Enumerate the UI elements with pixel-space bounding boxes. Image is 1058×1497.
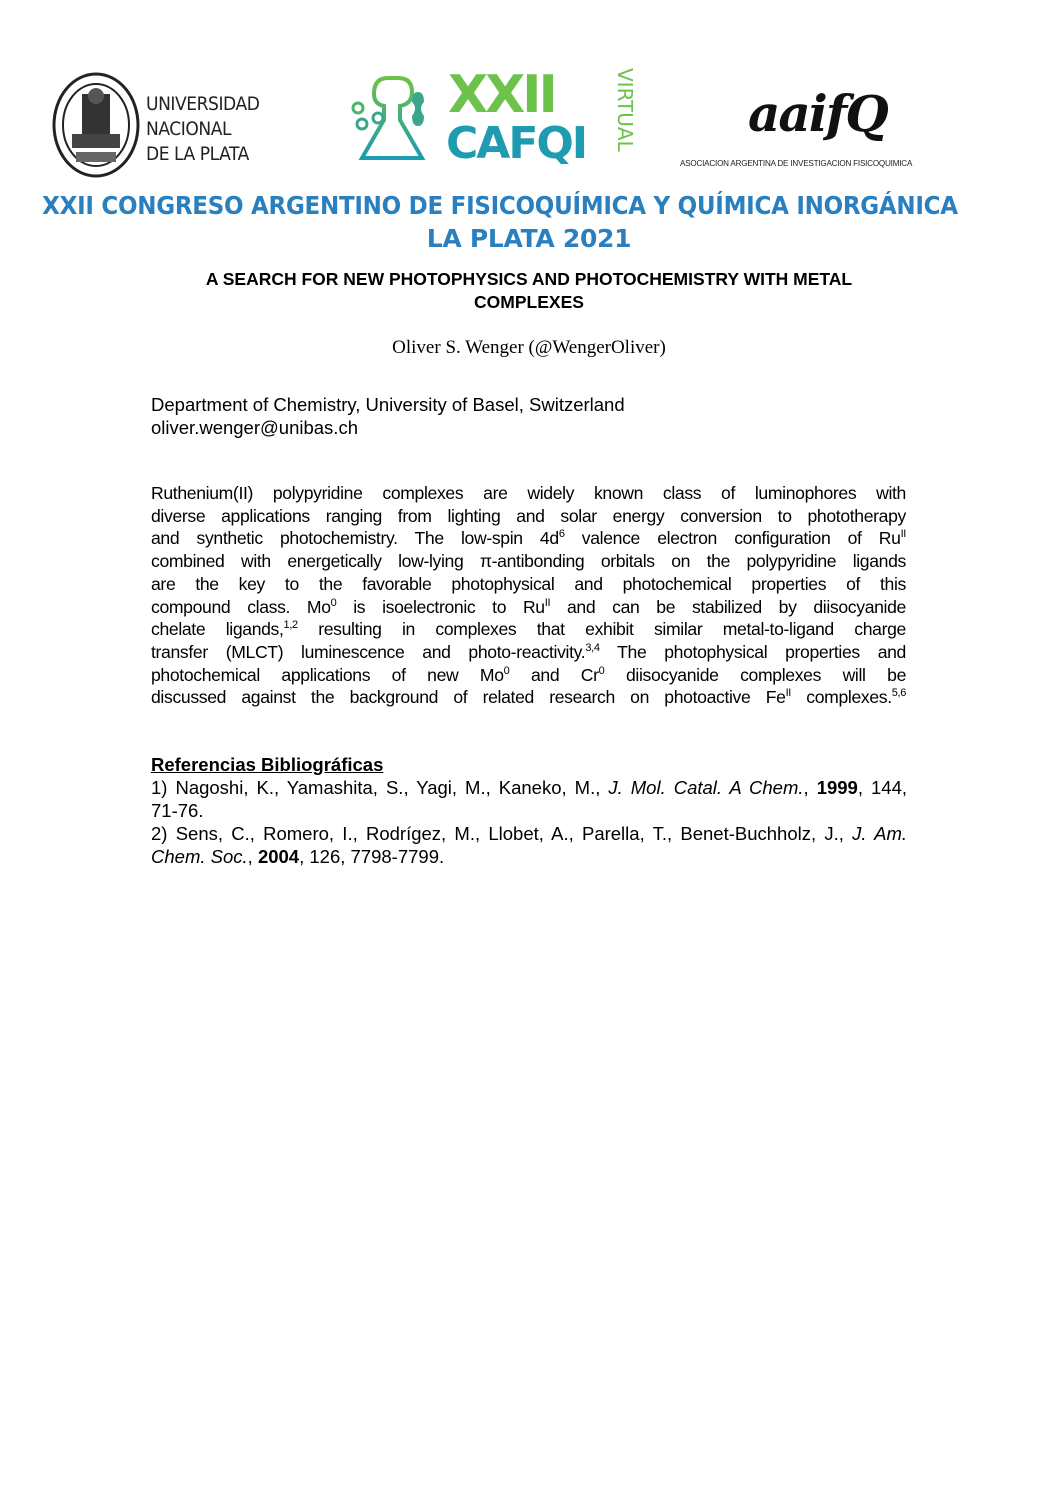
reference-1 [151, 776, 907, 799]
superscript: II [785, 687, 791, 700]
reference-1-cont: 71-76. [151, 800, 204, 821]
ref-authors: 2) Sens, C., Romero, I., Rodrígez, M., Llobet, A., Parella, T., Benet-Buchholz, J., [151, 823, 853, 844]
abstract-line [151, 505, 906, 528]
reference-2 [151, 822, 907, 845]
text-run: and synthetic photochemistry. The low-spin 4d [151, 528, 559, 549]
unlp-seal-icon [52, 72, 142, 178]
congress-title: XXII CONGRESO ARGENTINO DE FISICOQUÍMICA Y QUÍMICA INORGÁNICA [42, 191, 958, 220]
ref-year: 1999 [816, 777, 858, 798]
abstract-line [151, 664, 906, 687]
abstract-line [151, 618, 906, 641]
ref-volume: , 144, [857, 777, 907, 798]
superscript: II [900, 528, 906, 541]
superscript: 3,4 [585, 641, 600, 654]
text-run: The photophysical properties and [599, 641, 906, 662]
superscript: 0 [503, 664, 510, 677]
abstract-line [151, 641, 906, 664]
ref-journal: J. Am. [852, 823, 907, 844]
references-heading: Referencias Bibliográficas [151, 754, 384, 775]
text-run: chelate ligands, [151, 619, 284, 640]
aaifq-logo [678, 84, 940, 174]
text-run: resulting in complexes that exhibit similar metal-to-ligand charge [297, 619, 906, 640]
reference-2-cont [151, 845, 907, 868]
text-run: diisocyanide complexes will be [604, 664, 906, 685]
cafqi-logo [348, 64, 638, 164]
congress-subtitle: LA PLATA 2021 [426, 224, 632, 253]
ref-journal: J. Mol. Catal. A Chem. [608, 777, 804, 798]
ref-sep: , [803, 777, 817, 798]
ref-journal: Chem. Soc. [151, 846, 248, 867]
ref-year: 2004 [257, 846, 300, 867]
text-run: transfer (MLCT) luminescence and photo-reactivity. [151, 641, 586, 662]
text-run: Ruthenium(II) polypyridine complexes are widely known class of luminophores with [151, 483, 906, 503]
abstract-line [151, 573, 906, 596]
paper-title [0, 268, 1058, 314]
superscript: 1,2 [283, 619, 298, 632]
email: oliver.wenger@unibas.ch [151, 417, 358, 438]
text-run: photochemical applications of new Mo [151, 664, 504, 685]
text-run: compound class. Mo [151, 596, 331, 617]
cafqi-top: XXII [448, 65, 555, 125]
superscript: 5,6 [891, 687, 906, 700]
text-run: valence electron configuration of Ru [564, 528, 901, 549]
unlp-line: UNIVERSIDAD [146, 93, 260, 115]
abstract-line [151, 550, 906, 573]
superscript: 0 [598, 664, 605, 677]
cafqi-side: VIRTUAL [613, 68, 637, 152]
text-run: are the key to the favorable photophysical and photochemical properties of this [151, 573, 906, 594]
ref-authors: 1) Nagoshi, K., Yamashita, S., Yagi, M., Kaneko, M., [151, 777, 609, 798]
abstract-line [151, 527, 906, 550]
ref-rest: , 126, 7798-7799. [299, 846, 445, 867]
ref-sep: , [247, 846, 258, 867]
department: Department of Chemistry, University of Basel, Switzerland [151, 394, 625, 415]
text-run: combined with energetically low-lying π-antibonding orbitals on the polypyridine ligands [151, 551, 906, 572]
superscript: 6 [558, 528, 565, 541]
aaifq-subtitle: ASOCIACION ARGENTINA DE INVESTIGACION FISICOQUIMICA [680, 158, 913, 168]
cafqi-bottom: CAFQI [446, 118, 587, 164]
text-run: diverse applications ranging from lighting and solar energy conversion to phototherapy [151, 505, 906, 526]
references [151, 753, 907, 868]
text-run: is isoelectronic to Ru [336, 596, 545, 617]
text-run: discussed against the background of related research on photoactive Fe [151, 687, 786, 708]
abstract-line [151, 686, 906, 709]
unlp-line: NACIONAL [146, 118, 232, 140]
abstract-line [151, 482, 906, 505]
title-line: COMPLEXES [474, 292, 584, 312]
author: Oliver S. Wenger (@WengerOliver) [392, 337, 666, 358]
text-run: complexes. [790, 687, 892, 708]
aaifq-word: aaifQ [748, 84, 887, 143]
text-run: and Cr [509, 664, 599, 685]
cafqi-flask-icon [348, 64, 638, 164]
unlp-logo [52, 72, 282, 178]
text-run: and can be stabilized by diisocyanide [550, 596, 906, 617]
superscript: 0 [330, 596, 337, 609]
abstract-line [151, 596, 906, 619]
affiliation [151, 393, 625, 439]
abstract [151, 482, 906, 709]
title-line: A SEARCH FOR NEW PHOTOPHYSICS AND PHOTOCHEMISTRY WITH METAL [205, 269, 853, 289]
unlp-line: DE LA PLATA [146, 143, 249, 165]
superscript: II [544, 596, 551, 609]
